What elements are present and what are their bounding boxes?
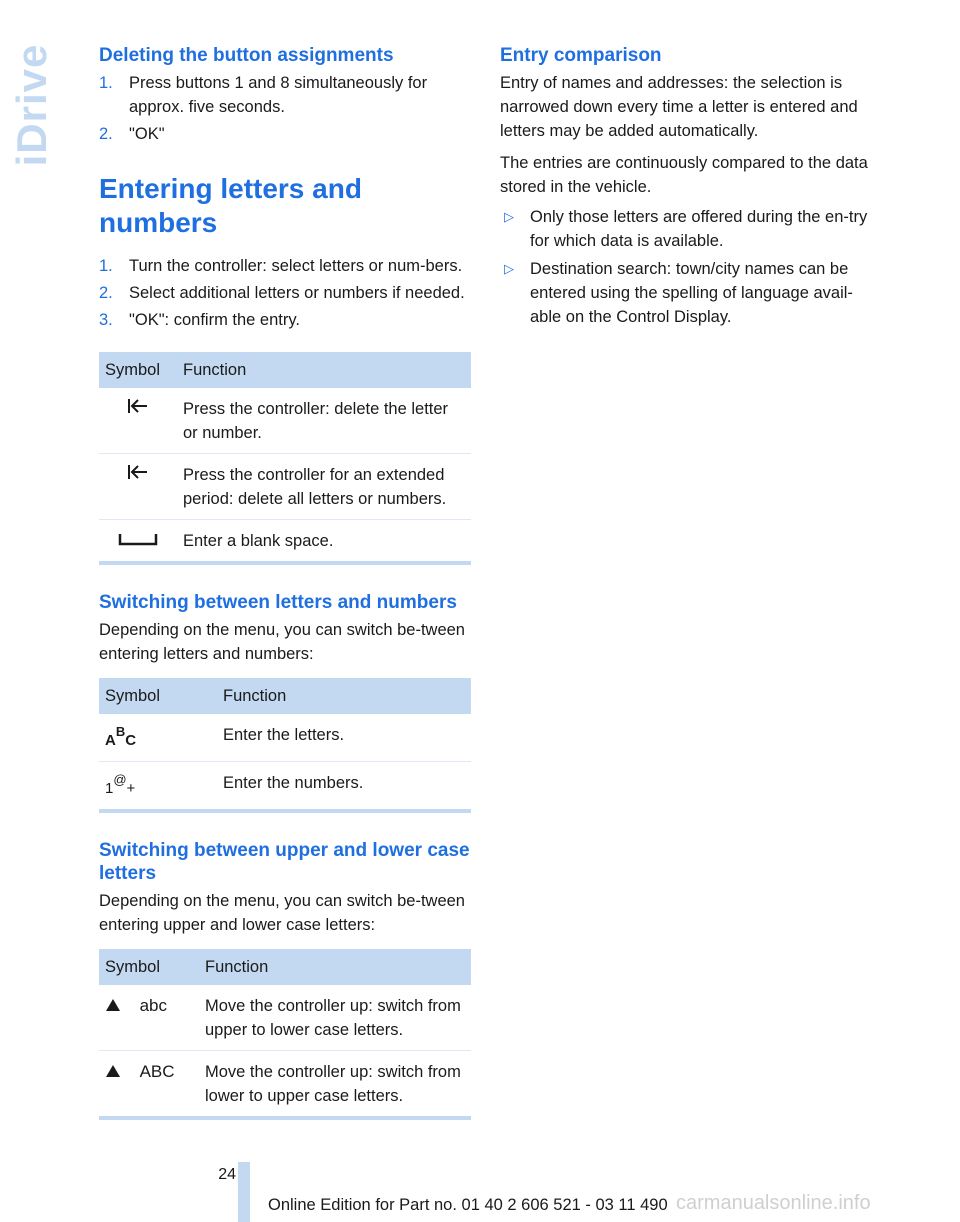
triangle-bullet-icon: ▷ xyxy=(504,209,514,224)
col-function-header: Function xyxy=(177,352,471,388)
table-row xyxy=(99,1051,471,1117)
deleting-heading: Deleting the button assignments xyxy=(99,45,394,66)
switch-letters-numbers-intro: Depending on the menu, you can switch be-tween entering letters and numbers: xyxy=(99,621,465,663)
deleting-steps xyxy=(99,71,471,146)
symbol-cell xyxy=(99,985,199,1051)
left-column xyxy=(99,44,471,1120)
numbers-mode-icon: 1@+ xyxy=(105,772,136,797)
backspace-icon xyxy=(126,397,150,415)
col-symbol-header: Symbol xyxy=(99,949,199,985)
entry-comparison-bullets xyxy=(500,205,880,329)
function-cell: Enter a blank space. xyxy=(183,532,334,550)
uppercase-symbol: ABC xyxy=(139,1062,175,1081)
function-cell: Press the controller for an extended period: delete all letters or numbers. xyxy=(177,454,471,520)
col-symbol-header: Symbol xyxy=(99,678,217,714)
table-row xyxy=(99,388,471,454)
bullet-text: Only those letters are offered during the en-try for which data is available. xyxy=(530,208,868,250)
entering-symbol-table xyxy=(99,352,471,565)
table-row xyxy=(99,454,471,520)
bullet-text: Destination search: town/city names can be entered using the spelling of language avail-able on the Control Display. xyxy=(530,260,853,326)
list-item xyxy=(99,308,471,332)
list-item xyxy=(99,281,471,305)
triangle-bullet-icon: ▷ xyxy=(504,261,514,276)
step-text: "OK": confirm the entry. xyxy=(129,311,300,329)
symbol-cell xyxy=(99,454,177,520)
lowercase-symbol: abc xyxy=(139,996,168,1015)
letters-numbers-symbol-table xyxy=(99,678,471,813)
watermark: carmanualsonline.info xyxy=(676,1192,871,1214)
entering-steps xyxy=(99,254,471,332)
edition-note: Online Edition for Part no. 01 40 2 606 521 - 03 11 490 xyxy=(268,1196,668,1214)
page-number: 24 xyxy=(218,1166,236,1183)
space-icon xyxy=(118,532,158,546)
switch-case-intro: Depending on the menu, you can switch be-tween entering upper and lower case letters: xyxy=(99,892,465,934)
backspace-icon xyxy=(126,463,150,481)
step-number: 1. xyxy=(99,257,113,275)
side-tab-label: iDrive xyxy=(8,43,55,167)
footer-accent-bar xyxy=(238,1162,250,1222)
section-side-tab xyxy=(2,40,62,170)
list-item xyxy=(500,205,880,253)
function-cell: Move the controller up: switch from lower to upper case letters. xyxy=(205,1063,461,1105)
list-item xyxy=(99,254,471,278)
entry-comparison-para-1: Entry of names and addresses: the selection is narrowed down every time a letter is entered and letters may be added automatically. xyxy=(500,74,858,140)
step-text: "OK" xyxy=(129,125,165,143)
function-cell: Move the controller up: switch from upper to lower case letters. xyxy=(199,985,471,1051)
step-number: 2. xyxy=(99,284,113,302)
entry-comparison-heading: Entry comparison xyxy=(500,45,662,66)
step-text: Press buttons 1 and 8 simultaneously for approx. five seconds. xyxy=(129,74,428,116)
switch-case-heading: Switching between upper and lower case letters xyxy=(99,840,470,884)
col-function-header: Function xyxy=(217,678,471,714)
symbol-cell xyxy=(99,1051,199,1117)
function-cell: Press the controller: delete the letter or number. xyxy=(177,388,471,454)
list-item xyxy=(99,122,471,146)
symbol-cell xyxy=(99,388,177,454)
col-symbol-header: Symbol xyxy=(99,352,177,388)
case-symbol-table xyxy=(99,949,471,1120)
function-cell: Enter the numbers. xyxy=(223,774,364,792)
right-column xyxy=(500,44,880,333)
symbol-cell xyxy=(99,520,177,562)
step-number: 1. xyxy=(99,74,113,92)
symbol-cell xyxy=(99,762,217,810)
function-cell: Enter the letters. xyxy=(217,714,471,762)
list-item xyxy=(99,71,471,119)
list-item xyxy=(500,257,880,329)
table-row xyxy=(99,985,471,1051)
step-number: 2. xyxy=(99,125,113,143)
letters-mode-icon: $A^BC$ xyxy=(105,724,137,749)
up-arrow-icon xyxy=(105,1064,121,1078)
table-row xyxy=(99,714,471,762)
up-arrow-icon xyxy=(105,998,121,1012)
table-row xyxy=(99,762,471,810)
symbol-cell xyxy=(99,714,217,762)
step-number: 3. xyxy=(99,311,113,329)
col-function-header: Function xyxy=(199,949,471,985)
switch-letters-numbers-heading: Switching between letters and numbers xyxy=(99,592,457,613)
step-text: Select additional letters or numbers if needed. xyxy=(129,284,465,302)
table-row xyxy=(99,520,471,562)
entry-comparison-para-2: The entries are continuously compared to the data stored in the vehicle. xyxy=(500,154,868,196)
step-text: Turn the controller: select letters or num-bers. xyxy=(129,257,463,275)
entering-heading: Entering letters and numbers xyxy=(99,173,362,238)
